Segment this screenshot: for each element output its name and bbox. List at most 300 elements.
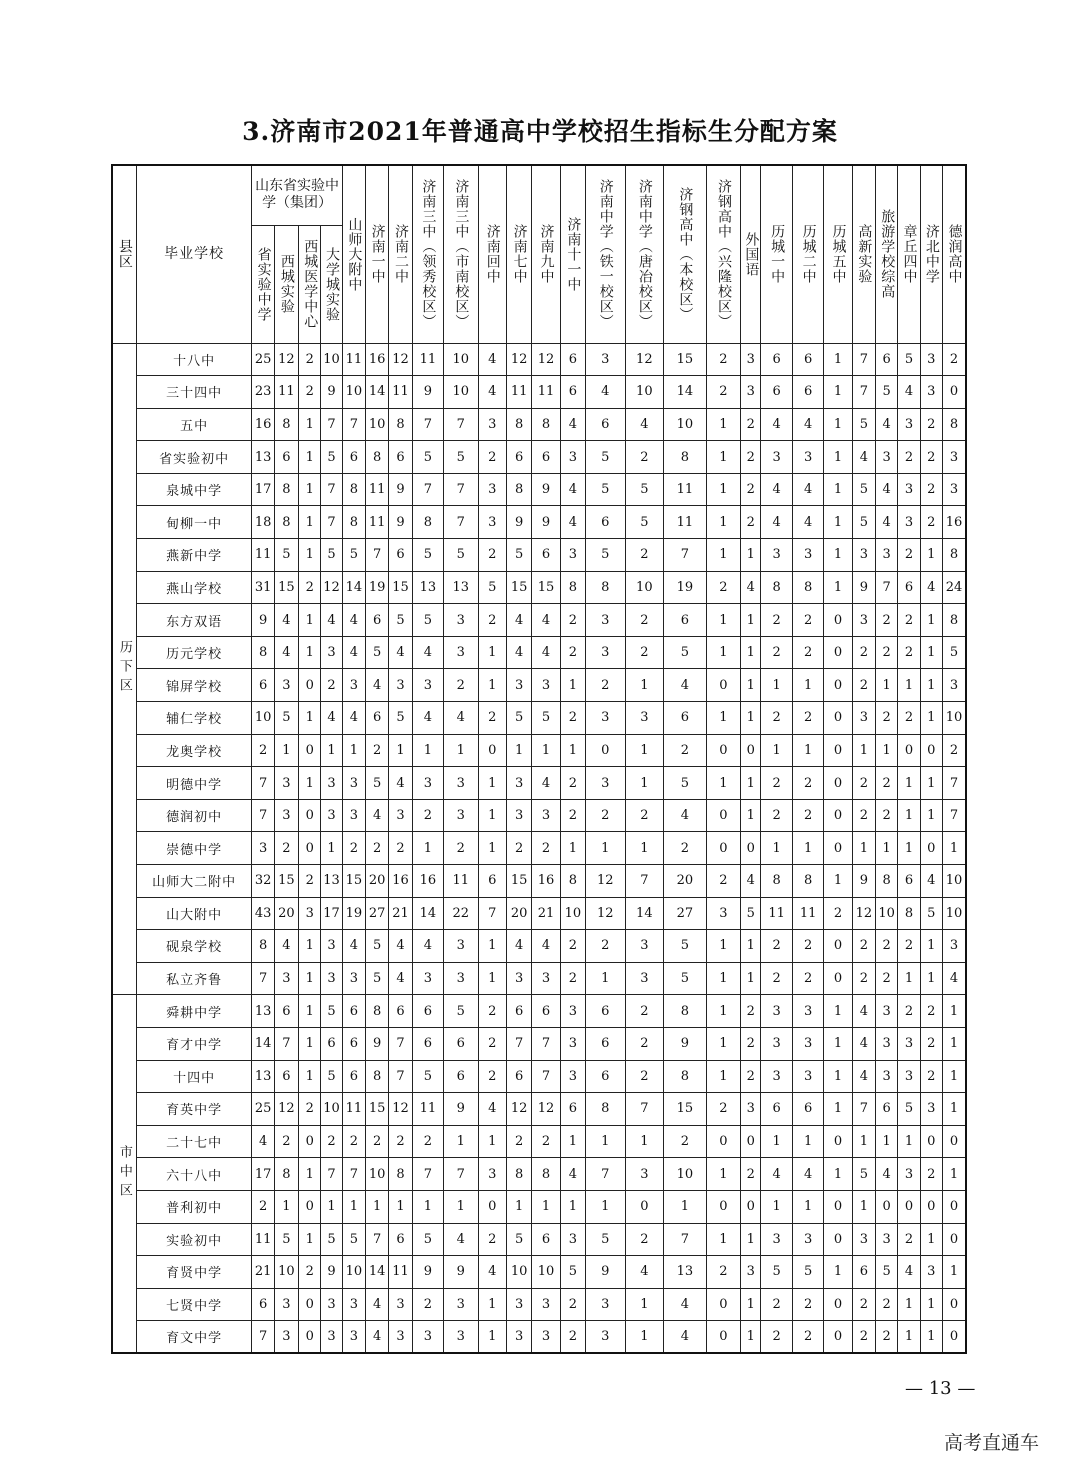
quota-cell: 19 [664, 571, 707, 604]
table-row [112, 636, 966, 669]
quota-cell: 9 [252, 604, 274, 637]
quota-cell: 3 [389, 799, 412, 832]
quota-cell: 8 [506, 408, 531, 441]
quota-cell: 14 [252, 1027, 274, 1060]
quota-cell: 1 [824, 376, 852, 409]
quota-cell: 2 [920, 473, 942, 506]
quota-cell: 4 [741, 865, 761, 898]
quota-cell: 4 [532, 767, 560, 800]
quota-cell: 4 [274, 930, 298, 963]
table-row [112, 376, 966, 409]
header-col-4: 大学城实验 [321, 225, 342, 343]
quota-cell: 2 [761, 799, 792, 832]
quota-cell: 1 [824, 1027, 852, 1060]
header-col-9: 济南三中（市南校区） [444, 165, 478, 343]
quota-cell: 5 [274, 702, 298, 735]
quota-cell: 5 [412, 539, 443, 572]
quota-cell: 4 [664, 799, 707, 832]
quota-cell: 2 [876, 767, 898, 800]
quota-cell: 2 [478, 1027, 506, 1060]
quota-cell: 1 [274, 1190, 298, 1223]
quota-cell: 1 [824, 865, 852, 898]
quota-cell: 1 [792, 832, 823, 865]
quota-cell: 1 [478, 1321, 506, 1354]
quota-cell: 3 [506, 669, 531, 702]
quota-cell: 2 [706, 571, 740, 604]
quota-cell: 3 [876, 1027, 898, 1060]
quota-cell: 8 [664, 441, 707, 474]
quota-cell: 2 [761, 604, 792, 637]
quota-cell: 3 [898, 1158, 920, 1191]
quota-cell: 6 [792, 1093, 823, 1126]
quota-cell: 15 [274, 865, 298, 898]
quota-cell: 0 [824, 1288, 852, 1321]
quota-cell: 2 [321, 669, 342, 702]
quota-cell: 1 [741, 636, 761, 669]
quota-cell: 4 [342, 636, 365, 669]
quota-cell: 1 [625, 1125, 664, 1158]
quota-cell: 8 [942, 408, 966, 441]
quota-cell: 10 [560, 897, 585, 930]
quota-cell: 15 [506, 571, 531, 604]
quota-cell: 2 [898, 702, 920, 735]
quota-cell: 1 [942, 1027, 966, 1060]
quota-cell: 2 [741, 995, 761, 1028]
quota-cell: 1 [824, 1158, 852, 1191]
quota-cell: 18 [252, 506, 274, 539]
quota-cell: 1 [506, 1190, 531, 1223]
quota-cell: 3 [412, 669, 443, 702]
quota-cell: 10 [321, 343, 342, 376]
quota-cell: 15 [664, 1093, 707, 1126]
quota-cell: 4 [389, 930, 412, 963]
quota-cell: 3 [792, 539, 823, 572]
quota-cell: 1 [920, 962, 942, 995]
quota-cell: 1 [824, 343, 852, 376]
quota-cell: 0 [741, 734, 761, 767]
quota-cell: 8 [532, 1158, 560, 1191]
quota-cell: 3 [586, 604, 626, 637]
quota-cell: 3 [761, 441, 792, 474]
quota-cell: 1 [560, 669, 585, 702]
quota-cell: 1 [898, 962, 920, 995]
quota-cell: 1 [942, 832, 966, 865]
quota-cell: 9 [321, 1256, 342, 1289]
quota-cell: 3 [761, 539, 792, 572]
quota-cell: 7 [852, 343, 875, 376]
quota-cell: 2 [876, 702, 898, 735]
quota-cell: 0 [942, 1223, 966, 1256]
quota-cell: 2 [299, 1256, 321, 1289]
quota-cell: 0 [824, 734, 852, 767]
quota-cell: 2 [761, 636, 792, 669]
quota-cell: 1 [920, 1288, 942, 1321]
quota-cell: 3 [342, 669, 365, 702]
quota-cell: 4 [898, 376, 920, 409]
quota-cell: 5 [942, 636, 966, 669]
quota-cell: 4 [920, 865, 942, 898]
quota-cell: 4 [876, 506, 898, 539]
table-row [112, 343, 966, 376]
quota-cell: 1 [706, 1158, 740, 1191]
quota-cell: 2 [560, 636, 585, 669]
quota-cell: 9 [389, 473, 412, 506]
quota-cell: 5 [321, 539, 342, 572]
quota-cell: 2 [625, 1027, 664, 1060]
quota-cell: 1 [741, 962, 761, 995]
quota-cell: 0 [824, 702, 852, 735]
quota-cell: 1 [824, 473, 852, 506]
quota-cell: 2 [532, 832, 560, 865]
quota-cell: 5 [586, 473, 626, 506]
quota-cell: 0 [824, 1223, 852, 1256]
quota-cell: 2 [761, 767, 792, 800]
quota-cell: 2 [852, 799, 875, 832]
quota-cell: 3 [792, 1223, 823, 1256]
quota-cell: 2 [625, 636, 664, 669]
quota-cell: 9 [532, 506, 560, 539]
quota-cell: 6 [366, 604, 389, 637]
quota-cell: 7 [321, 473, 342, 506]
quota-cell: 1 [444, 1190, 478, 1223]
quota-cell: 4 [664, 1321, 707, 1354]
quota-cell: 2 [560, 702, 585, 735]
quota-cell: 1 [920, 604, 942, 637]
quota-cell: 10 [664, 408, 707, 441]
quota-cell: 3 [478, 506, 506, 539]
quota-cell: 6 [898, 571, 920, 604]
quota-cell: 6 [761, 343, 792, 376]
quota-cell: 6 [252, 669, 274, 702]
quota-cell: 3 [274, 799, 298, 832]
quota-cell: 3 [444, 767, 478, 800]
quota-cell: 4 [898, 1256, 920, 1289]
school-name-cell: 德润初中 [136, 799, 252, 832]
quota-cell: 1 [741, 1321, 761, 1354]
quota-cell: 2 [852, 1321, 875, 1354]
quota-cell: 6 [876, 1093, 898, 1126]
quota-cell: 1 [389, 734, 412, 767]
quota-cell: 1 [299, 995, 321, 1028]
quota-cell: 6 [506, 995, 531, 1028]
quota-cell: 12 [532, 343, 560, 376]
quota-cell: 1 [706, 506, 740, 539]
quota-cell: 9 [532, 473, 560, 506]
quota-cell: 0 [625, 1190, 664, 1223]
quota-cell: 2 [920, 506, 942, 539]
school-name-cell: 十八中 [136, 343, 252, 376]
quota-cell: 3 [761, 995, 792, 1028]
quota-cell: 2 [898, 604, 920, 637]
table-row [112, 865, 966, 898]
quota-cell: 2 [706, 1256, 740, 1289]
quota-cell: 2 [741, 408, 761, 441]
quota-cell: 2 [252, 734, 274, 767]
quota-cell: 1 [706, 767, 740, 800]
quota-cell: 1 [706, 604, 740, 637]
quota-cell: 2 [706, 865, 740, 898]
quota-cell: 2 [664, 734, 707, 767]
quota-cell: 2 [898, 636, 920, 669]
quota-cell: 3 [506, 962, 531, 995]
quota-cell: 2 [920, 1027, 942, 1060]
quota-cell: 2 [444, 669, 478, 702]
quota-cell: 0 [824, 767, 852, 800]
quota-cell: 0 [824, 962, 852, 995]
quota-cell: 10 [664, 1158, 707, 1191]
quota-cell: 3 [444, 962, 478, 995]
quota-cell: 3 [321, 1321, 342, 1354]
quota-cell: 1 [299, 930, 321, 963]
quota-cell: 1 [706, 702, 740, 735]
quota-cell: 2 [876, 930, 898, 963]
quota-cell: 0 [706, 734, 740, 767]
quota-cell: 2 [625, 995, 664, 1028]
table-row [112, 604, 966, 637]
quota-cell: 2 [852, 962, 875, 995]
quota-cell: 6 [412, 995, 443, 1028]
quota-cell: 8 [274, 1158, 298, 1191]
school-name-cell: 实验初中 [136, 1223, 252, 1256]
quota-cell: 4 [412, 702, 443, 735]
quota-cell: 3 [942, 930, 966, 963]
quota-cell: 1 [920, 669, 942, 702]
quota-cell: 17 [252, 473, 274, 506]
quota-cell: 1 [876, 734, 898, 767]
quota-cell: 4 [792, 408, 823, 441]
quota-cell: 1 [876, 1125, 898, 1158]
quota-cell: 4 [342, 702, 365, 735]
district-cell: 市中区 [112, 995, 136, 1354]
quota-cell: 2 [792, 702, 823, 735]
quota-cell: 4 [532, 636, 560, 669]
quota-cell: 1 [852, 832, 875, 865]
quota-cell: 9 [852, 571, 875, 604]
quota-cell: 1 [706, 441, 740, 474]
quota-cell: 1 [412, 734, 443, 767]
quota-cell: 2 [741, 1060, 761, 1093]
quota-cell: 3 [389, 1321, 412, 1354]
header-col-16: 济钢高中（本校区） [664, 165, 707, 343]
quota-cell: 5 [412, 441, 443, 474]
quota-cell: 4 [560, 408, 585, 441]
quota-cell: 2 [560, 767, 585, 800]
quota-cell: 3 [706, 897, 740, 930]
quota-cell: 1 [299, 604, 321, 637]
quota-cell: 4 [761, 473, 792, 506]
quota-cell: 0 [942, 1125, 966, 1158]
school-name-cell: 历元学校 [136, 636, 252, 669]
quota-cell: 6 [664, 702, 707, 735]
quota-cell: 6 [586, 1060, 626, 1093]
quota-cell: 2 [898, 539, 920, 572]
table-row [112, 506, 966, 539]
table-row [112, 1027, 966, 1060]
quota-cell: 6 [412, 1027, 443, 1060]
quota-cell: 0 [706, 1288, 740, 1321]
quota-cell: 6 [852, 1256, 875, 1289]
quota-cell: 7 [366, 539, 389, 572]
quota-cell: 7 [625, 1093, 664, 1126]
quota-cell: 0 [706, 799, 740, 832]
quota-cell: 0 [299, 1125, 321, 1158]
quota-cell: 3 [444, 1288, 478, 1321]
quota-cell: 7 [252, 1321, 274, 1354]
quota-cell: 2 [342, 1125, 365, 1158]
table-row [112, 1125, 966, 1158]
quota-cell: 2 [920, 995, 942, 1028]
header-col-18: 外国语 [741, 165, 761, 343]
quota-cell: 1 [586, 832, 626, 865]
quota-cell: 4 [876, 473, 898, 506]
quota-cell: 2 [761, 1288, 792, 1321]
quota-cell: 3 [920, 343, 942, 376]
quota-cell: 21 [532, 897, 560, 930]
table-row [112, 441, 966, 474]
quota-cell: 7 [478, 897, 506, 930]
quota-cell: 5 [389, 702, 412, 735]
quota-cell: 3 [444, 604, 478, 637]
quota-cell: 2 [741, 1027, 761, 1060]
school-name-cell: 五中 [136, 408, 252, 441]
quota-cell: 32 [252, 865, 274, 898]
quota-cell: 7 [321, 506, 342, 539]
quota-cell: 6 [342, 1027, 365, 1060]
quota-cell: 8 [389, 408, 412, 441]
quota-cell: 10 [444, 343, 478, 376]
school-name-cell: 山师大二附中 [136, 865, 252, 898]
quota-cell: 11 [389, 376, 412, 409]
quota-cell: 6 [274, 995, 298, 1028]
quota-cell: 3 [274, 669, 298, 702]
quota-cell: 10 [321, 1093, 342, 1126]
quota-cell: 12 [274, 343, 298, 376]
school-name-cell: 育才中学 [136, 1027, 252, 1060]
quota-cell: 1 [706, 473, 740, 506]
quota-cell: 1 [920, 1223, 942, 1256]
quota-cell: 1 [625, 1288, 664, 1321]
quota-cell: 3 [560, 1223, 585, 1256]
quota-cell: 9 [444, 1256, 478, 1289]
quota-cell: 1 [706, 539, 740, 572]
table-row [112, 930, 966, 963]
quota-cell: 1 [741, 767, 761, 800]
quota-cell: 7 [274, 1027, 298, 1060]
quota-cell: 5 [366, 636, 389, 669]
school-name-cell: 甸柳一中 [136, 506, 252, 539]
header-col-13: 济南十一中 [560, 165, 585, 343]
quota-cell: 13 [252, 441, 274, 474]
quota-cell: 3 [761, 1060, 792, 1093]
quota-cell: 3 [898, 473, 920, 506]
quota-cell: 6 [792, 376, 823, 409]
quota-cell: 20 [366, 865, 389, 898]
quota-cell: 8 [876, 865, 898, 898]
quota-cell: 20 [506, 897, 531, 930]
quota-cell: 1 [478, 1125, 506, 1158]
quota-cell: 2 [876, 636, 898, 669]
quota-cell: 4 [532, 930, 560, 963]
quota-cell: 12 [625, 343, 664, 376]
quota-cell: 2 [560, 930, 585, 963]
quota-cell: 3 [876, 539, 898, 572]
quota-cell: 2 [506, 1125, 531, 1158]
quota-cell: 1 [299, 408, 321, 441]
school-name-cell: 辅仁学校 [136, 702, 252, 735]
quota-cell: 1 [741, 604, 761, 637]
quota-cell: 3 [506, 1288, 531, 1321]
quota-cell: 1 [625, 767, 664, 800]
quota-cell: 2 [274, 1125, 298, 1158]
quota-cell: 10 [342, 1256, 365, 1289]
quota-cell: 8 [412, 506, 443, 539]
quota-cell: 8 [366, 995, 389, 1028]
quota-cell: 0 [299, 1321, 321, 1354]
quota-cell: 3 [444, 930, 478, 963]
watermark: 高考直通车 [944, 1432, 1040, 1454]
quota-cell: 9 [412, 1256, 443, 1289]
quota-cell: 5 [761, 1256, 792, 1289]
quota-cell: 3 [586, 1321, 626, 1354]
table-row [112, 1223, 966, 1256]
header-col-8: 济南三中（领秀校区） [412, 165, 443, 343]
quota-cell: 11 [412, 1093, 443, 1126]
quota-cell: 1 [299, 441, 321, 474]
quota-cell: 6 [252, 1288, 274, 1321]
quota-cell: 7 [586, 1158, 626, 1191]
quota-cell: 3 [625, 702, 664, 735]
quota-cell: 5 [664, 962, 707, 995]
header-col-12: 济南九中 [532, 165, 560, 343]
quota-cell: 1 [824, 539, 852, 572]
quota-cell: 16 [942, 506, 966, 539]
quota-cell: 4 [274, 636, 298, 669]
quota-cell: 2 [706, 376, 740, 409]
allocation-table [111, 164, 967, 1354]
quota-cell: 4 [321, 702, 342, 735]
quota-cell: 0 [299, 1288, 321, 1321]
quota-cell: 5 [586, 539, 626, 572]
quota-cell: 5 [444, 539, 478, 572]
quota-cell: 2 [560, 799, 585, 832]
quota-cell: 4 [625, 1256, 664, 1289]
quota-cell: 3 [342, 799, 365, 832]
quota-cell: 2 [664, 1125, 707, 1158]
quota-cell: 4 [366, 1288, 389, 1321]
quota-cell: 2 [625, 441, 664, 474]
quota-cell: 7 [444, 506, 478, 539]
quota-cell: 3 [741, 1256, 761, 1289]
quota-cell: 3 [532, 1321, 560, 1354]
quota-cell: 4 [664, 1288, 707, 1321]
quota-cell: 4 [664, 669, 707, 702]
quota-cell: 0 [299, 799, 321, 832]
quota-cell: 1 [299, 962, 321, 995]
quota-cell: 1 [625, 669, 664, 702]
quota-cell: 3 [741, 1093, 761, 1126]
quota-cell: 5 [412, 604, 443, 637]
quota-cell: 16 [412, 865, 443, 898]
quota-cell: 2 [389, 832, 412, 865]
quota-cell: 2 [560, 1321, 585, 1354]
header-district: 县区 [112, 165, 136, 343]
quota-cell: 1 [942, 995, 966, 1028]
quota-cell: 3 [444, 636, 478, 669]
quota-cell: 7 [321, 408, 342, 441]
quota-cell: 20 [664, 865, 707, 898]
quota-cell: 27 [664, 897, 707, 930]
quota-cell: 3 [532, 962, 560, 995]
